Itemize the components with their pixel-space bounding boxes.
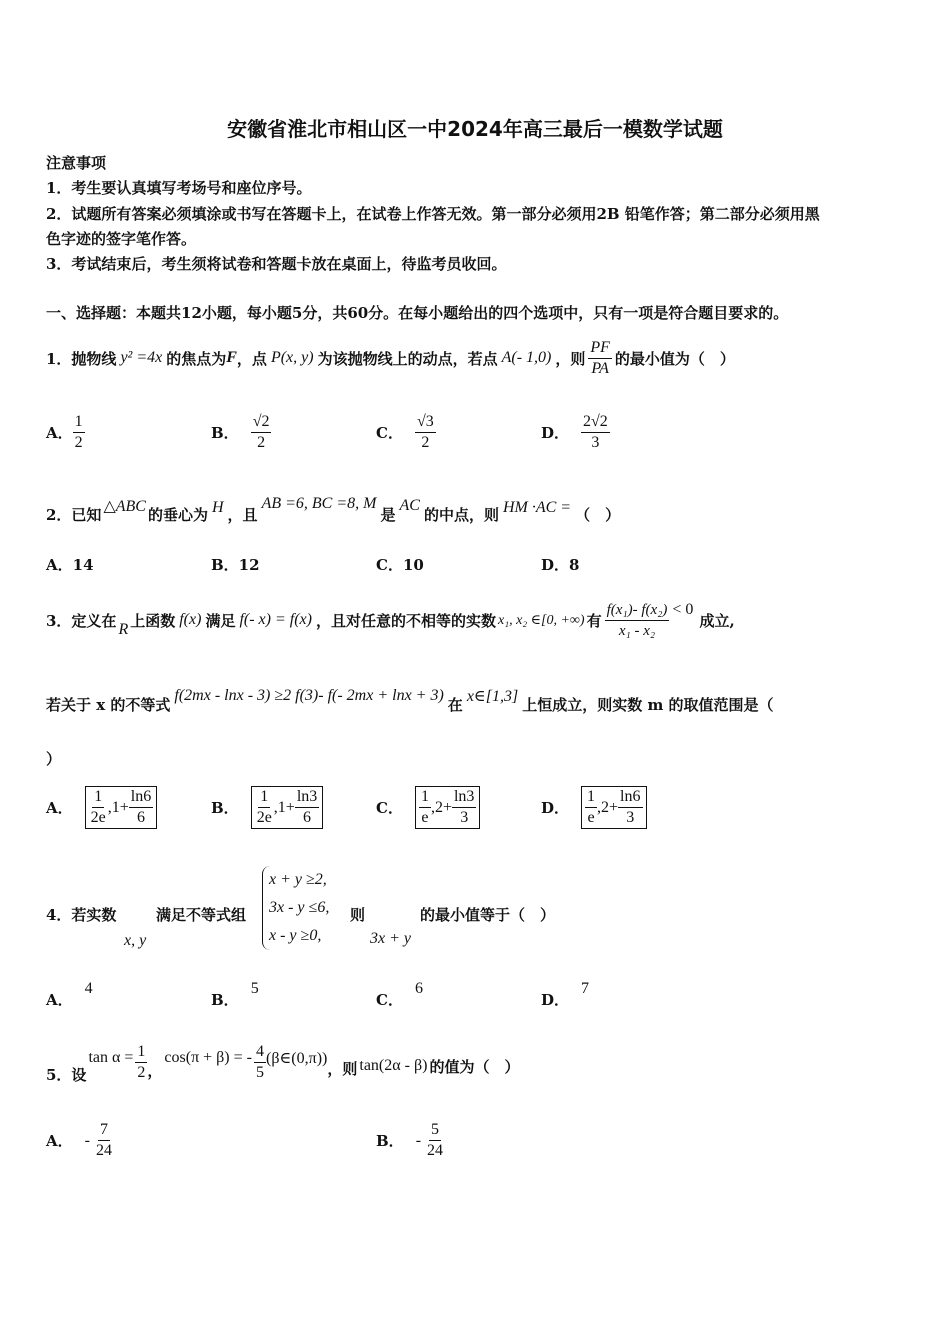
q5-condition: (β∈(0,π)) [265,1050,328,1067]
q4-t2: 则 [350,906,366,924]
q5-tan-fraction: $\frac{1}{2}$ [137,1042,146,1081]
q4-t3: 的最小值等于（ ） [420,906,556,924]
notice-item: 1．考生要认真填写考场号和座位序号。 [46,179,312,197]
q1-t3: 为该抛物线上的动点，若点 [317,349,498,368]
q1-option-c-value: $\frac{√3}{2}$ [416,413,434,451]
q2-t5: （ ） [575,505,621,524]
q1-option-b[interactable]: B． $\frac{√2}{2}$ [211,413,270,451]
q1-f: F [226,349,237,366]
q3-t4: 有 [586,611,602,630]
q2-dot: HM ·AC = [502,499,572,516]
q3-range: x∈[1,3] [466,688,519,705]
q5-comma: ， [147,1061,163,1080]
q2-option-c[interactable]: C．10 [376,556,424,574]
q1-num: 1．抛物线 [46,349,117,368]
notice-item: 2．试题所有答案必须填涂或书写在答题卡上，在试卷上作答无效。第一部分必须用2B 铅笔作答；第二部分必须用黑 [46,205,820,223]
q3-option-d-interval: $\frac{1}{e}$ ,2+ $\frac{\ln 6}{3}$ [581,786,646,829]
q3-option-b-interval: $\frac{1}{2e}$ ,1+ $\frac{\ln 3}{6}$ [251,786,324,829]
q3-option-a-interval: $\frac{1}{2e}$ ,1+ $\frac{\ln 6}{6}$ [85,786,158,829]
question-1 [46,328,735,388]
q1-option-a[interactable]: A． $\frac{1}{2}$ [46,413,83,451]
q3-line2c: 上恒成立，则实数 m 的取值范围是（ [522,695,774,714]
q3-t2: 满足 [205,611,236,630]
notice-item: 3．考试结束后，考生须将试卷和答题卡放在桌面上，待监考员收回。 [46,255,507,273]
question-3 [46,590,735,650]
q5-tan: tan α = [88,1049,134,1066]
q5-num: 5．设 [46,1065,87,1084]
q2-ac: AC [399,497,420,514]
notice-item: 色字迹的签字笔作答。 [46,230,197,248]
q3-t5: 成立, [699,611,735,630]
q4-t1: 满足不等式组 [156,906,247,924]
page-title: 安徽省淮北市相山区一中2024年高三最后一模数学试题 [227,117,723,141]
q3-symmetry: f(- x) = f(x) [239,611,312,628]
q4-expr: 3x + y [370,930,411,947]
q3-option-a[interactable]: A． $\frac{1}{2e}$ ,1+ $\frac{\ln 6}{6}$ [46,786,157,829]
q3-option-c-interval: $\frac{1}{e}$ ,2+ $\frac{\ln 3}{3}$ [415,786,480,829]
q5-t1: ，则 [327,1059,358,1078]
q4-system-line: x - y ≥0, [269,927,322,944]
q3-fx: f(x) [179,611,202,628]
q1-option-a-value: $\frac{1}{2}$ [74,413,83,451]
q4-num: 4．若实数 [46,906,117,924]
q4-system-line: 3x - y ≤6, [269,899,330,916]
q1-option-d[interactable]: D． $\frac{2√2}{3}$ [541,413,608,451]
q1-eq: y² =4x [120,349,163,366]
q4-option-c[interactable]: C．6 [376,980,423,1009]
q3-line2b: 在 [447,695,463,714]
q2-t1: 的垂心为 [147,505,208,524]
q4-option-d[interactable]: D．7 [541,980,590,1009]
q2-option-b[interactable]: B．12 [211,556,260,574]
q2-eq: AB =6, BC =8, M [261,495,377,512]
q5-option-b-value: $\frac{5}{24}$ [427,1121,444,1159]
q1-option-b-value: $\frac{√2}{2}$ [252,413,270,451]
q1-t1: 的焦点为 [166,349,227,368]
q3-close: ） [46,750,62,768]
q3-t1: 上函数 [130,611,176,630]
q2-triangle: △ABC [103,498,146,515]
q2-t3: 是 [380,505,396,524]
q2-option-d[interactable]: D．8 [541,556,580,574]
q3-option-b[interactable]: B． $\frac{1}{2e}$ ,1+ $\frac{\ln 3}{6}$ [211,786,323,829]
q3-domain: x₁, x₂ ∈[0, +∞) [498,612,585,628]
q3-option-c[interactable]: C． $\frac{1}{e}$ ,2+ $\frac{\ln 3}{3}$ [376,786,480,829]
q2-h: H [211,499,224,516]
q4-system-line: x + y ≥2, [269,871,327,888]
q5-cos-fraction: $\frac{4}{5}$ [255,1042,264,1081]
q5-option-a[interactable]: A． - $\frac{7}{24}$ [46,1121,112,1159]
q2-t4: 的中点，则 [423,505,499,524]
notice-heading: 注意事项 [46,154,107,172]
q5-t2: 的值为（ ） [429,1057,520,1076]
q3-option-d[interactable]: D． $\frac{1}{e}$ ,2+ $\frac{\ln 6}{3}$ [541,786,647,829]
q1-t2: ，点 [236,349,267,368]
q1-t5: 的最小值为（ ） [614,349,735,368]
q3-line2a: 若关于 x 的不等式 [46,695,171,714]
q3-fraction: $\frac{\text{f(x₁)- f(x₂)}}{\text{x₁ - x₂}}$ [606,601,668,639]
q1-p: P(x, y) [270,349,314,366]
section-heading: 一、选择题：本题共12小题，每小题5分，共60分。在每小题给出的四个选项中，只有一项是符合题目要求的。 [46,304,789,322]
q1-option-c[interactable]: C． $\frac{√3}{2}$ [376,413,434,451]
q1-t4: ，则 [555,349,586,368]
q2-num: 2．已知 [46,505,102,524]
q3-lt: < 0 [672,601,694,618]
q1-fraction: $\frac{PF}{PA}$ [590,338,610,377]
question-2 [46,494,620,534]
q5-option-a-value: $\frac{7}{24}$ [95,1121,112,1159]
q4-system [262,866,329,950]
q3-r: R [118,621,129,638]
question-5 [46,1036,519,1096]
q4-xy: x, y [124,932,147,949]
q1-a: A(- 1,0) [501,349,552,366]
q2-t2: ，且 [227,505,258,524]
q4-option-b[interactable]: B．5 [211,980,259,1009]
q5-ask: tan(2α - β) [359,1057,428,1074]
q3-t3: ，且对任意的不相等的实数 [315,611,496,630]
q5-cos: cos(π + β) = - [164,1049,252,1066]
q3-num: 3．定义在 [46,611,117,630]
q5-option-b[interactable]: B． - $\frac{5}{24}$ [376,1121,444,1159]
q2-option-a[interactable]: A．14 [46,556,94,574]
question-3-line2 [46,684,774,724]
q1-option-d-value: $\frac{2√2}{3}$ [583,413,608,451]
q4-option-a[interactable]: A．4 [46,980,93,1009]
q3-inequality: f(2mx - lnx - 3) ≥2 f(3)- f(- 2mx + lnx + 3) [174,687,444,704]
